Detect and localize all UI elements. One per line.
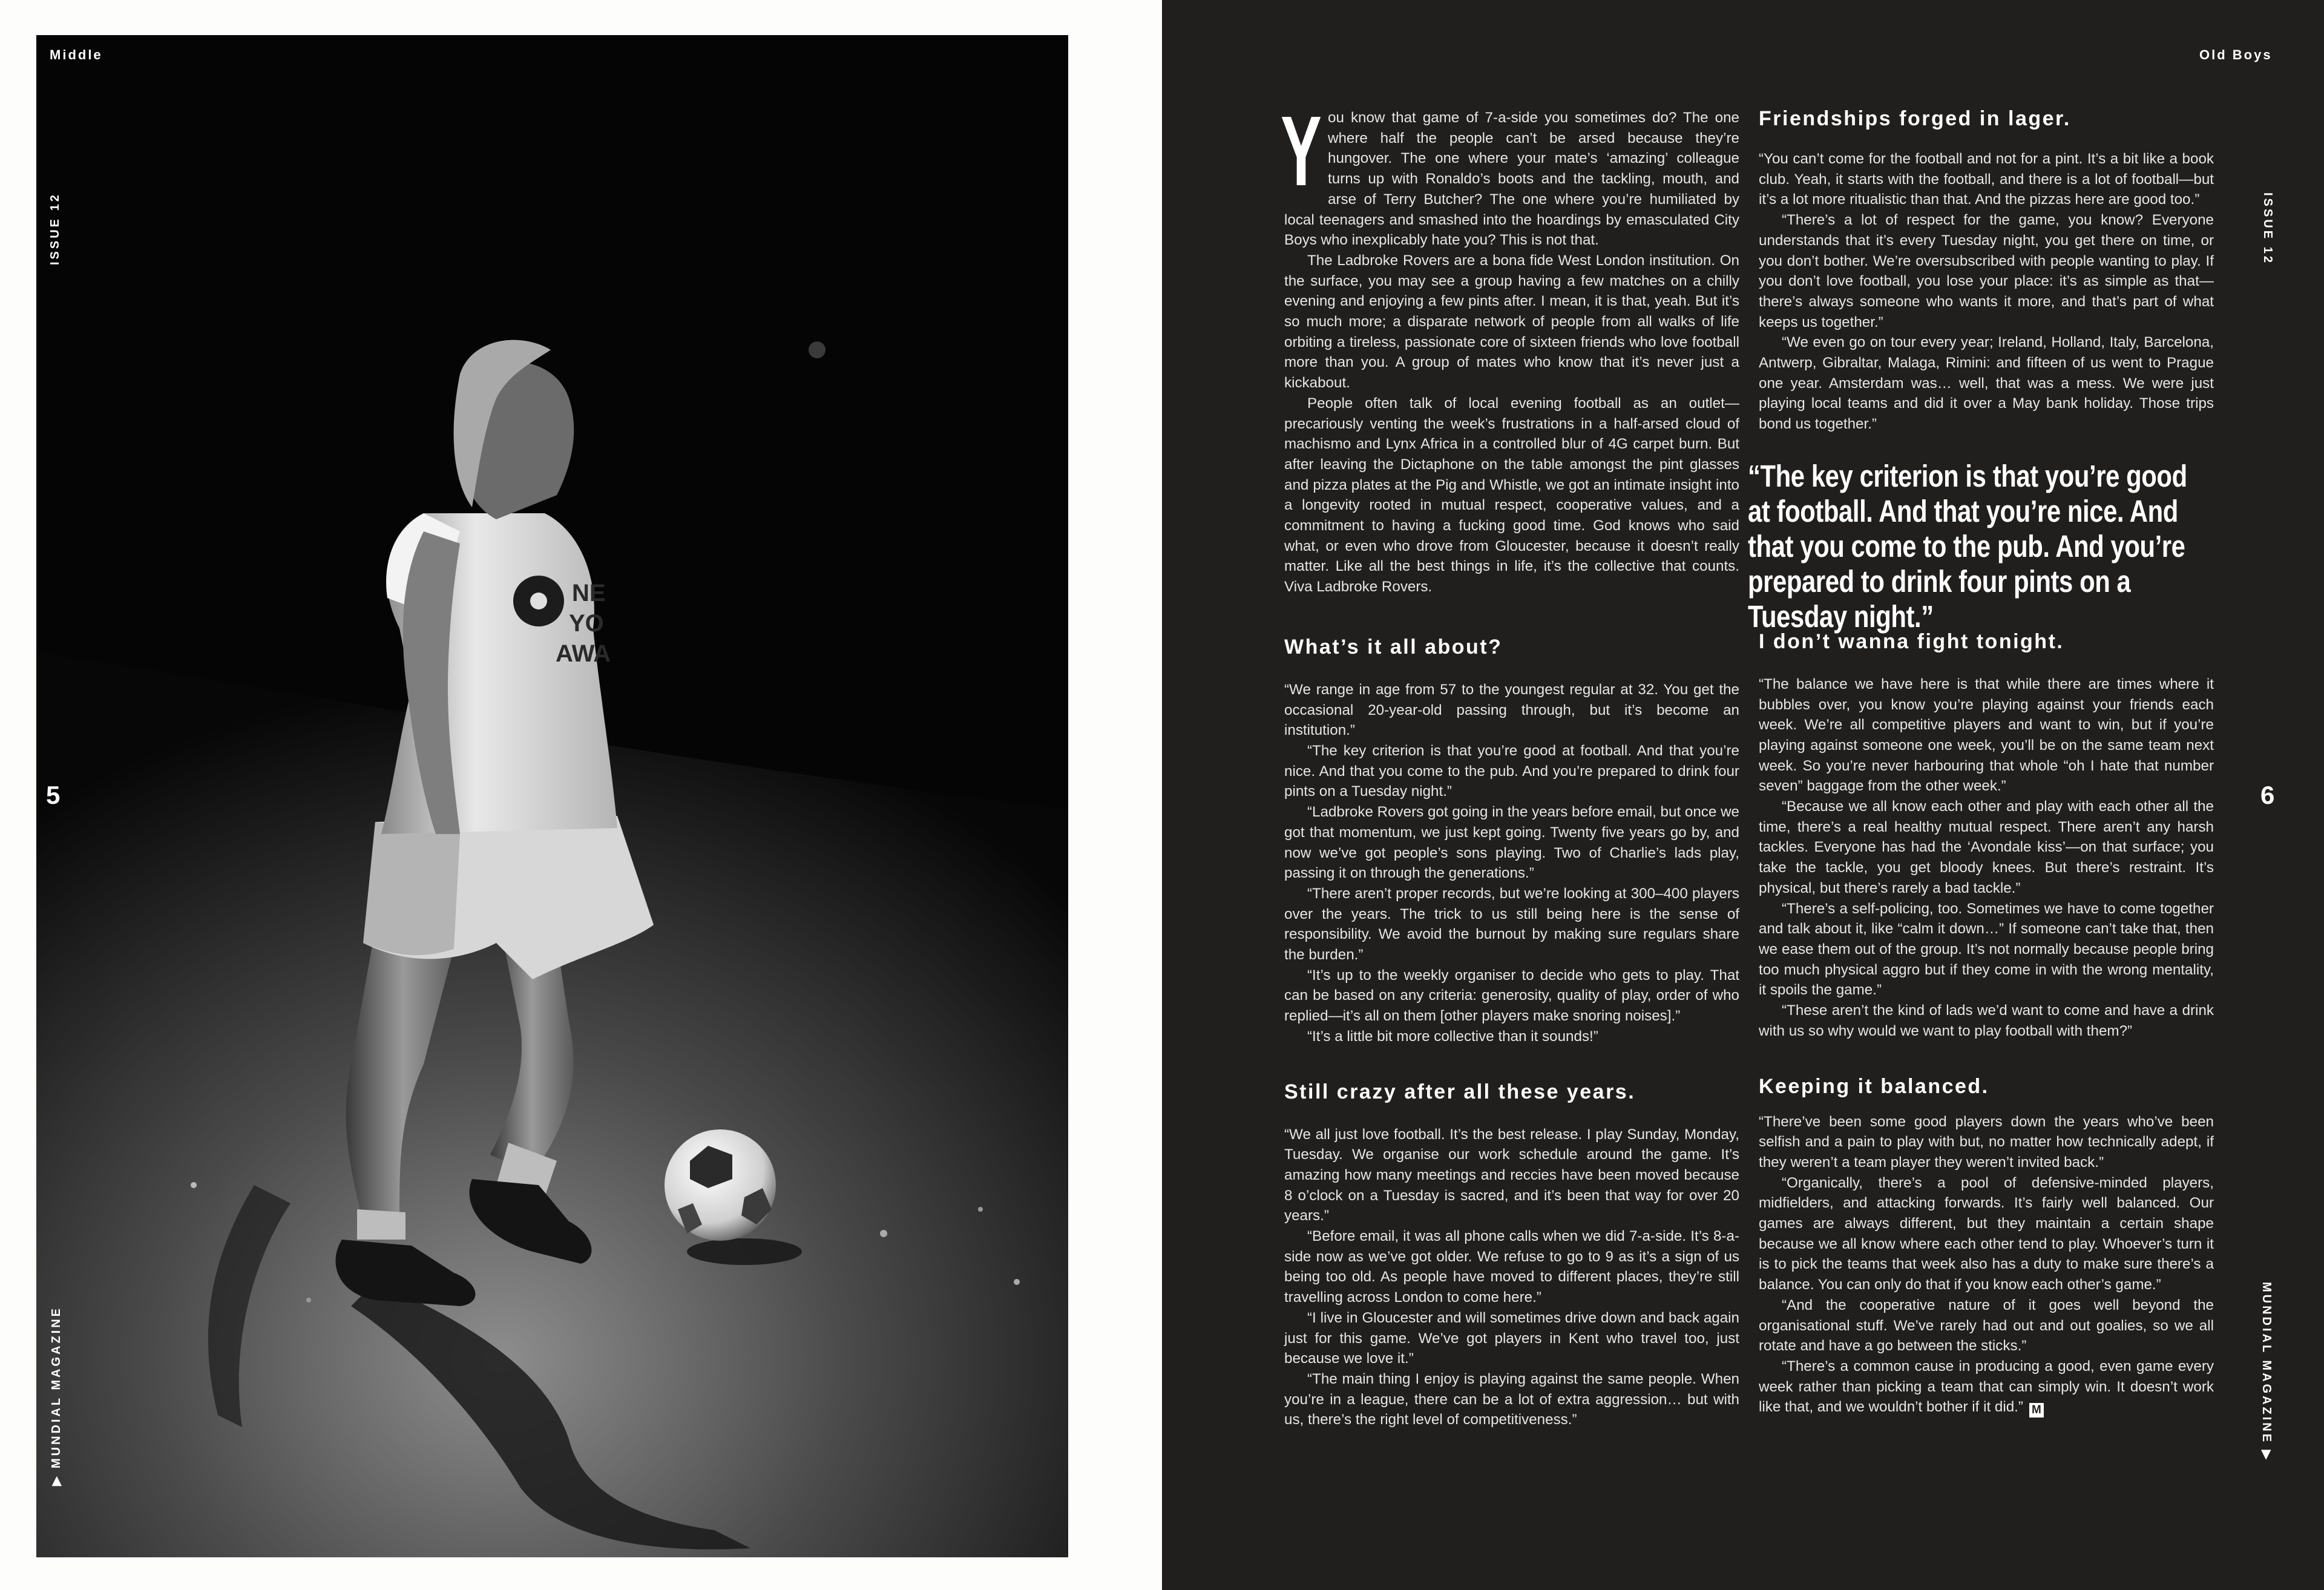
body-paragraph: “There’ve been some good players down the years who’ve been selfish and a pain to play with but, no matter how technically adept, if they weren’t a team player they weren’t invited back.” [1759,1113,2214,1171]
body-paragraph: “We even go on tour every year; Ireland, Holland, Italy, Barcelona, Antwerp, Gibraltar, Malaga, Rimini: and fifteen of us went to Prague one year. Amsterdam was… well, that was a mess. We were just playing local teams and did it over a May bank holiday. Those trips bond us together.” [1759,334,2214,433]
body-paragraph: “Because we all know each other and play with each other all the time, there’s a real healthy mutual respect. There aren’t any harsh tackles. Everyone has had the ‘Avondale kiss’—on that surface; you take the tackle, you get bloody knees. But there’s restraint. It’s physical, but there’s rarely a bad tackle.” [1759,798,2214,896]
body-paragraph: “You can’t come for the football and not for a pint. It’s a bit like a book club. Yeah, it starts with the football, and there is a lot of football—but it’s a lot more ritualistic than that. And the pizzas here are good too.” [1759,151,2214,208]
left-magazine-label: ▶ MUNDIAL MAGAZINE [50,1306,63,1486]
intro-paragraph: People often talk of local evening football as an outlet—precariously venting the week’s frustrations in a half-arsed cloud of machismo and Lynx Africa in a controlled blur of 4G carpet burn. But after leaving the Dictaphone on the table amongst the pint glasses and pizza plates at the Pig and Whistle, we got an intimate insight into a longevity rooted in mutual respect, cooperative values, and a commitment to having a fucking good time. God knows who said what, or even who drove from Gloucester, because it doesn’t really matter. Like all the best things in life, it’s the collective that counts. Viva Ladbroke Rovers. [1284,395,1739,596]
body-paragraph: “It’s up to the weekly organiser to decide who gets to play. That can be based on any criteria: generosity, quality of play, order of who replied—it’s all on them [other players make snoring noises].” [1284,967,1739,1025]
body-paragraph: “Organically, there’s a pool of defensive-minded players, midfielders, and attacking forwards. It’s fairly well balanced. Our games are always different, but they maintain a certain shape because we all know where each other tend to play. Whoever’s turn it is to pick the teams that week also has a duty to make sure there’s a balance. You can only do that if you know each other’s game.” [1759,1174,2214,1293]
section-heading-fight: I don’t wanna fight tonight. [1759,629,2064,653]
body-paragraph-final [1759,1356,2214,1418]
right-running-head: Old Boys [2199,47,2273,62]
photo-illustration [36,35,1068,1557]
pull-quote: “The key criterion is that you’re good at football. And that you’re nice. And that you come to the pub. And you’re prepared to drink four pints on a Tuesday night.” [1748,458,2187,634]
body-paragraph: “Ladbroke Rovers got going in the years before email, but once we got that momentum, we just kept going. Twenty five years go by, and now we’ve got people’s sons playing. Two of Charlie’s lads play, passing it on through the generations.” [1284,804,1739,882]
pull-quote-wrapper [1748,458,2214,634]
right-issue-label: ISSUE 12 [2261,192,2274,265]
svg-text:NE: NE [572,580,606,606]
footballer-photo [36,35,1068,1557]
section-heading-balanced: Keeping it balanced. [1759,1074,1989,1098]
section-heading-crazy: Still crazy after all these years. [1284,1080,1636,1103]
right-page-number: 6 [2260,781,2275,809]
intro-paragraph: ou know that game of 7-a-side you sometimes do? The one where half the people can’t be arsed because they’re hungover. The one where your mate’s ‘amazing’ colleague turns up with Ronaldo’s boots and the tackling, mouth, and arse of Terry Butcher? The one where you’re humiliated by local teenagers and smashed into the hoardings by emasculated City Boys who inexplicably hate you? This is not that. [1284,110,1739,249]
intro-paragraph: The Ladbroke Rovers are a bona fide West London institution. On the surface, you may see a group having a few matches on a chilly evening and enjoying a few pints after. I mean, it is that, yeah. But it’s so much more; a disparate network of people from all walks of life orbiting a tireless, passionate core of sixteen friends who love football more than you. A group of mates who know that it’s never just a kickabout. [1284,252,1739,392]
article-column-left [1281,96,1739,1430]
left-running-head: Middle [50,47,103,62]
body-paragraph: “Before email, it was all phone calls when we did 7-a-side. It’s 8-a-side now as we’ve got older. We refuse to go to 9 as it’s a sign of us being too old. As people have moved to different places, they’re still travelling across London to come here.” [1284,1228,1739,1306]
drop-cap: Y [1281,96,1322,206]
left-page-number: 5 [46,781,61,809]
section-heading-friendships: Friendships forged in lager. [1759,107,2071,130]
svg-text:AWA: AWA [556,640,611,667]
left-issue-label: ISSUE 12 [48,192,62,265]
svg-text:YO: YO [569,610,604,637]
final-paragraph-text: “There’s a common cause in producing a good, even game every week rather than picking a team that can simply win. It doesn’t work like that, and we wouldn’t bother if it did.” [1759,1358,2214,1416]
body-paragraph: “There’s a self-policing, too. Sometimes we have to come together and talk about it, like “calm it down…” If someone can’t take that, then we ease them out of the group. It’s not normally because people bring too much physical aggro but if they come in with the wrong mentality, it spoils the game.” [1759,900,2214,999]
end-mark-icon: M [2029,1403,2044,1418]
body-paragraph: “These aren’t the kind of lads we’d want to come and have a drink with us so why would we want to play football with them?” [1759,1002,2214,1039]
body-paragraph: “The key criterion is that you’re good at football. And that you’re nice. And that you come to the pub. And you’re prepared to drink four pints on a Tuesday night.” [1284,742,1739,800]
right-page [1162,0,2324,1590]
body-paragraph: “And the cooperative nature of it goes well beyond the organisational stuff. We’ve rarely had out and out goalies, so we all rotate and have a go between the sticks.” [1759,1296,2214,1355]
body-paragraph: “There aren’t proper records, but we’re looking at 300–400 players over the years. The trick to us still being here is the sense of responsibility. We avoid the burnout by making sure regulars share the burden.” [1284,885,1739,964]
body-paragraph: “It’s a little bit more collective than it sounds!” [1307,1028,1598,1045]
body-paragraph: “I live in Gloucester and will sometimes drive down and back again just for this game. We’ve got players in Kent who travel too, just because we love it.” [1284,1309,1739,1367]
body-paragraph: “We range in age from 57 to the youngest regular at 32. You get the occasional 20-year-old passing through, but it’s become an institution.” [1284,681,1739,739]
body-paragraph: “We all just love football. It’s the best release. I play Sunday, Monday, Tuesday. We organise our work schedule around the game. It’s amazing how many meetings and reccies have been moved because 8 o’clock on a Tuesday is sacred, and it’s been that way for over 20 years.” [1284,1126,1739,1224]
body-paragraph: “The main thing I enjoy is playing against the same people. When you’re in a league, there can be a lot of extra aggression… but with us, there’s the right level of competitiveness.” [1284,1370,1739,1428]
body-paragraph: “The balance we have here is that while there are times where it bubbles over, you know you’re playing against your friends each week. We’re all competitive players and want to win, but if you’re playing against someone one week, you’ll be on the same team next week. So you’re never harbouring that whole “oh I hate that number seven” baggage from the other week.” [1759,675,2214,795]
article-column-right [1748,107,2214,1418]
body-paragraph: “There’s a lot of respect for the game, you know? Everyone understands that it’s every Tuesday night, you get there on time, or you don’t bother. We’re oversubscribed with people wanting to play. If you don’t love football, you lose your place: it’s as simple as that—there’s always someone who wants it more, and that’s part of what keeps us together.” [1759,212,2214,330]
section-heading-about: What’s it all about? [1284,635,1503,659]
right-magazine-label: MUNDIAL MAGAZINE ▶ [2260,1282,2273,1462]
